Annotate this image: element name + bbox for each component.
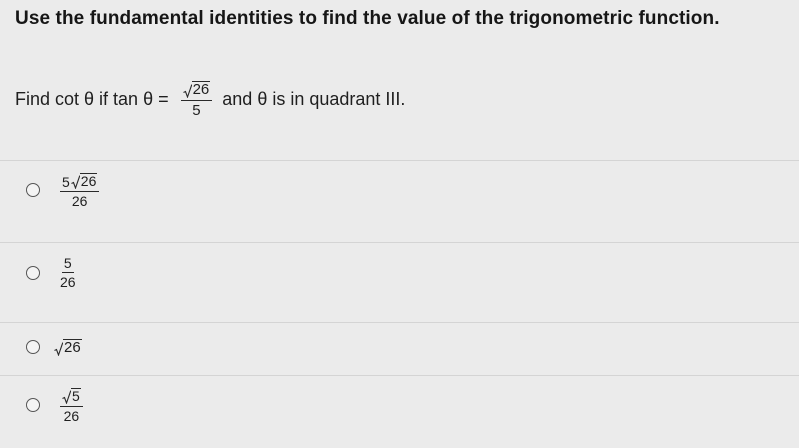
sqrt-expression bbox=[62, 388, 81, 404]
option-fraction bbox=[60, 388, 83, 423]
question-text bbox=[15, 81, 405, 118]
fraction-numerator bbox=[60, 173, 99, 192]
divider bbox=[0, 160, 799, 161]
radio-button[interactable] bbox=[26, 183, 40, 197]
radical-sign-icon bbox=[54, 342, 63, 356]
radicand: 26 bbox=[80, 173, 97, 189]
question-suffix: and θ is in quadrant III. bbox=[222, 88, 406, 109]
divider bbox=[0, 375, 799, 376]
fraction-denominator: 26 bbox=[71, 192, 88, 209]
fraction-numerator bbox=[60, 388, 83, 407]
option-fraction bbox=[60, 173, 99, 208]
fraction-denominator: 26 bbox=[63, 407, 80, 424]
radio-button[interactable] bbox=[26, 340, 40, 354]
fraction-denominator: 26 bbox=[60, 274, 76, 290]
radical-sign-icon bbox=[183, 84, 192, 98]
sqrt-expression bbox=[54, 339, 82, 356]
given-tan-fraction bbox=[181, 81, 213, 118]
answer-option-4[interactable] bbox=[26, 388, 89, 423]
answer-option-1[interactable] bbox=[26, 173, 105, 208]
radio-button[interactable] bbox=[26, 398, 40, 412]
radical-sign-icon bbox=[62, 390, 71, 404]
radicand: 5 bbox=[72, 388, 80, 404]
radicand: 26 bbox=[192, 81, 210, 98]
divider bbox=[0, 322, 799, 323]
sqrt-expression bbox=[71, 173, 98, 189]
coefficient: 5 bbox=[62, 173, 70, 190]
answer-option-3[interactable] bbox=[26, 339, 82, 356]
fraction-numerator bbox=[181, 81, 213, 101]
question-prefix: Find cot θ if tan θ = bbox=[15, 88, 169, 109]
instruction-title: Use the fundamental identities to find the value of the trigonometric function. bbox=[15, 8, 720, 29]
fraction-denominator: 5 bbox=[192, 101, 201, 119]
radicand: 26 bbox=[64, 339, 81, 356]
sqrt-expression bbox=[183, 81, 211, 98]
divider bbox=[0, 242, 799, 243]
option-fraction bbox=[60, 256, 76, 289]
answer-option-2[interactable] bbox=[26, 256, 82, 289]
radio-button[interactable] bbox=[26, 266, 40, 280]
radical-sign-icon bbox=[71, 175, 80, 189]
fraction-numerator: 5 bbox=[63, 255, 72, 271]
